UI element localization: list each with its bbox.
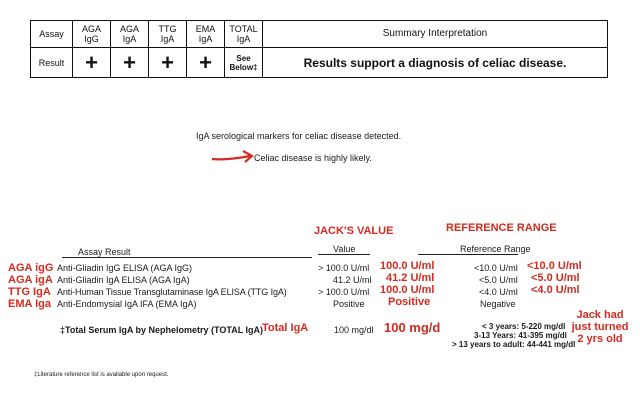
row-assay-aga-igg: Anti-Gliadin IgG ELISA (AGA IgG) [57, 263, 193, 273]
summary-table [30, 20, 608, 78]
header-aga-igg: AGA IgG [73, 21, 111, 48]
header-rule [62, 257, 312, 258]
result-total-iga: See Below‡ [225, 48, 263, 78]
col-reference-range: Reference Range [460, 244, 531, 254]
value-rule [318, 254, 370, 255]
row-ref-hand-aga-igg: <10.0 U/ml [527, 260, 582, 272]
result-aga-igg: + [73, 48, 111, 78]
row-value-hand-aga-iga: 41.2 U/ml [386, 272, 435, 284]
total-ref-3-13: 3-13 Years: 41-395 mg/dl [474, 331, 567, 340]
row-tag-aga-iga: AGA igA [8, 274, 53, 286]
total-ref-under-3: < 3 years: 5-220 mg/dl [482, 322, 566, 331]
row-value-hand-aga-igg: 100.0 U/ml [380, 260, 435, 272]
row-tag-ttg-iga: TTG IgA [8, 286, 51, 298]
result-aga-iga: + [111, 48, 149, 78]
total-iga-hand-label: Total IgA [262, 322, 309, 334]
row-assay-ttg-iga: Anti-Human Tissue Transglutaminase IgA ELISA (TTG IgA) [57, 287, 287, 297]
total-iga-value: 100 mg/dl [334, 325, 374, 335]
markers-note: IgA serological markers for celiac disease detected. [196, 131, 402, 141]
header-ttg-iga: TTG IgA [149, 21, 187, 48]
footnote: ‡Literature reference list is available upon request. [34, 372, 169, 378]
row-value-hand-ttg-iga: 100.0 U/ml [380, 284, 435, 296]
header-total-iga: TOTAL IgA [225, 21, 263, 48]
reference-range-heading: REFERENCE RANGE [446, 222, 557, 234]
header-ema-iga: EMA IgA [187, 21, 225, 48]
header-aga-iga: AGA IgA [111, 21, 149, 48]
reference-rule [418, 254, 518, 255]
total-iga-assay: ‡Total Serum IgA by Nephelometry (TOTAL IgA) [60, 325, 264, 335]
result-ema-iga: + [187, 48, 225, 78]
summary-header-row [31, 21, 608, 48]
row-value-hand-ema-iga: Positive [388, 296, 431, 308]
header-summary-interpretation: Summary Interpretation [263, 21, 608, 48]
header-assay: Assay [31, 21, 73, 48]
row-ref-ema-iga: Negative [480, 299, 516, 309]
row-value-aga-igg: > 100.0 U/ml [318, 263, 370, 273]
row-tag-ema-iga: EMA Iga [8, 298, 51, 310]
likely-note: Celiac disease is highly likely. [254, 153, 372, 163]
result-ttg-iga: + [149, 48, 187, 78]
col-value: Value [333, 244, 356, 254]
row-ref-aga-igg: <10.0 U/ml [474, 263, 518, 273]
red-arrow-icon [210, 149, 256, 165]
row-assay-ema-iga: Anti-Endomysial IgA IFA (EMA IgA) [57, 299, 197, 309]
col-assay-result: Assay Result [78, 247, 131, 257]
row-ref-hand-ttg-iga: <4.0 U/ml [531, 284, 580, 296]
row-tag-aga-igg: AGA igG [8, 262, 54, 274]
row-ref-ttg-iga: <4.0 U/ml [479, 287, 518, 297]
row-ref-aga-iga: <5.0 U/ml [479, 275, 518, 285]
row-assay-aga-iga: Anti-Gliadin IgA ELISA (AGA IgA) [57, 275, 190, 285]
total-ref-adult: > 13 years to adult: 44-441 mg/dl [452, 340, 576, 349]
total-iga-value-hand: 100 mg/d [384, 320, 441, 335]
summary-result-row [31, 48, 608, 78]
row-value-ttg-iga: > 100.0 U/ml [318, 287, 370, 297]
row-ref-hand-aga-iga: <5.0 U/ml [531, 272, 580, 284]
row-value-aga-iga: 41.2 U/ml [333, 275, 372, 285]
summary-interpretation: Results support a diagnosis of celiac disease. [263, 48, 608, 78]
jacks-value-heading: JACK'S VALUE [314, 225, 394, 237]
row-value-ema-iga: Positive [333, 299, 365, 309]
age-note: Jack had just turned 2 yrs old [571, 309, 629, 345]
result-label: Result [31, 48, 73, 78]
